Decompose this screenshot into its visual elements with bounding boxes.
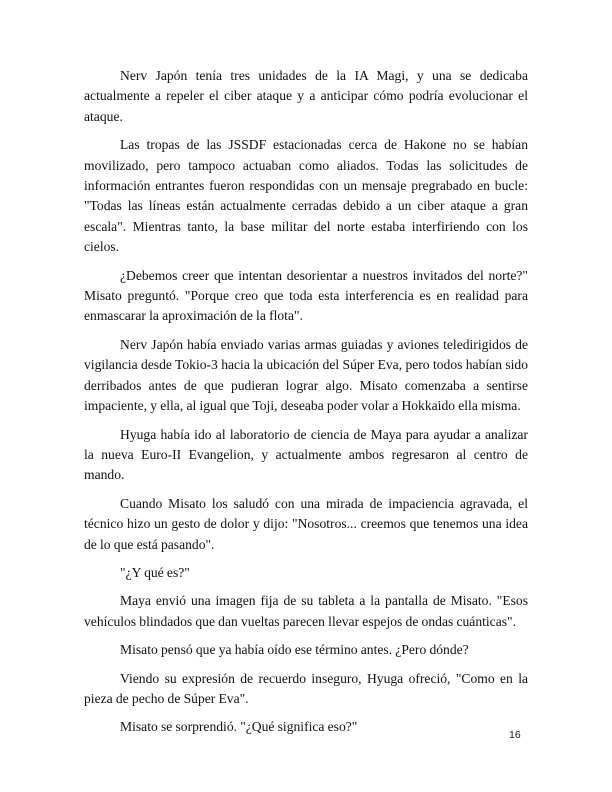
- page-number: 16: [509, 729, 521, 741]
- paragraph: Nerv Japón había enviado varias armas guiadas y aviones teledirigidos de vigilancia desde Tokio-3 hacia la ubicación del Súper Eva, pero todos habían sido derribados antes de que pudieran lograr algo. Misato comenzaba a sentirse impaciente, y ella, al igual que Toji, deseaba poder volar a Hokkaido ella misma.: [84, 336, 528, 414]
- paragraph: Misato se sorprendió. "¿Qué significa eso?": [120, 719, 358, 735]
- paragraph: Las tropas de las JSSDF estacionadas cerca de Hakone no se habían movilizado, pero tampoco actuaban como aliados. Todas las solicitudes de información entrantes fueron respondidas con un mensaje pregrabado en bucle: "Todas las líneas están actualmente cerradas debido a un ciber ataque a gran escala". Mientras tanto, la base militar del norte estaba interfiriendo con los cielos.: [84, 137, 528, 255]
- paragraph: Nerv Japón tenía tres unidades de la IA Magi, y una se dedicaba actualmente a repeler el ciber ataque y a anticipar cómo podría evolucionar el ataque.: [84, 68, 528, 124]
- paragraph: ¿Debemos creer que intentan desorientar a nuestros invitados del norte?" Misato preguntó. "Porque creo que toda esta interferencia es en realidad para enmascarar la aproximación de la flota".: [84, 267, 528, 324]
- paragraph: Misato pensó que ya había oído ese término antes. ¿Pero dónde?: [120, 642, 469, 658]
- paragraph: Cuando Misato los saludó con una mirada de impaciencia agravada, el técnico hizo un gesto de dolor y dijo: "Nosotros... creemos que tenemos una idea de lo que está pasando".: [84, 495, 528, 552]
- body-text: [84, 66, 528, 746]
- paragraph: "¿Y qué es?": [120, 564, 190, 580]
- paragraph: Viendo su expresión de recuerdo inseguro, Hyuga ofreció, "Como en la pieza de pecho de Súper Eva".: [84, 670, 528, 706]
- paragraph: Maya envió una imagen fija de su tableta a la pantalla de Misato. "Esos vehículos blindados que dan vueltas parecen llevar espejos de ondas cuánticas".: [84, 593, 528, 629]
- paragraph: Hyuga había ido al laboratorio de ciencia de Maya para ayudar a analizar la nueva Euro-II Evangelion, y actualmente ambos regresaron al centro de mando.: [84, 426, 528, 483]
